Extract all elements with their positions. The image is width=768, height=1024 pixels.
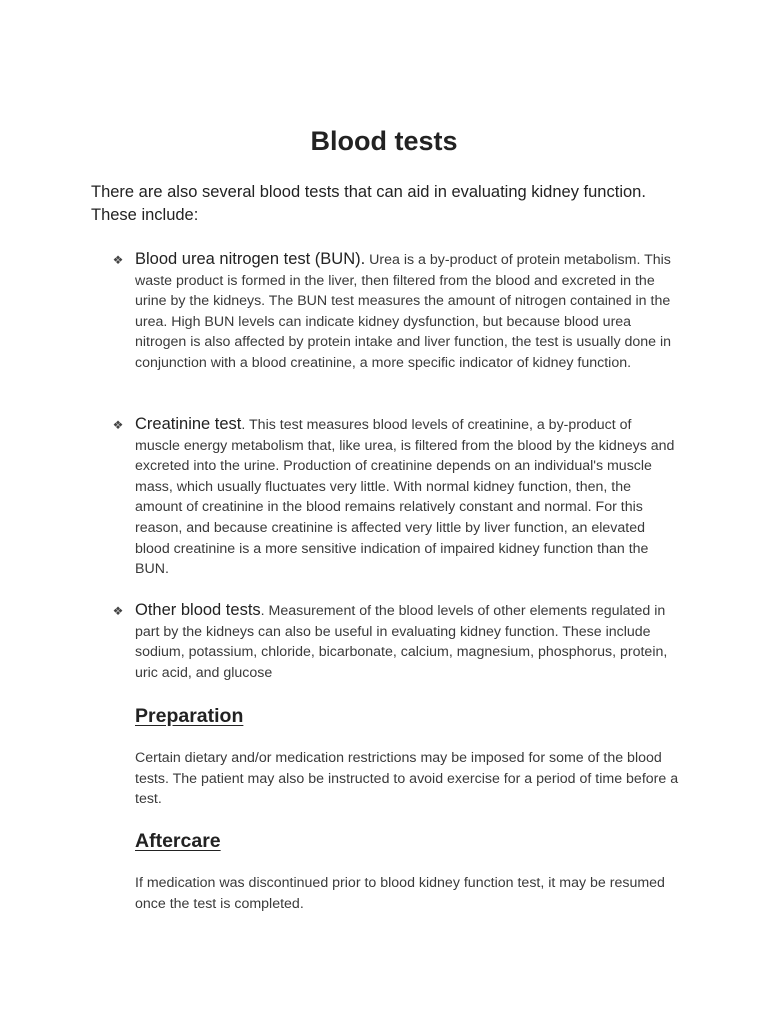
page-title: Blood tests — [310, 126, 458, 156]
bun-description: Urea is a by-product of protein metabolism. This waste product is formed in the liver, then filtered from the blood and excreted in the urine by the kidneys. The BUN test measures the amount of nitrogen contained in the urea. High BUN levels can indicate kidney dysfunction, but because blood urea nitrogen is also affected by protein intake and liver function, the test is usually done in conjunction with a blood creatinine, a more specific indicator of kidney function. — [135, 252, 672, 371]
bun-term: Blood urea nitrogen test (BUN). — [135, 250, 366, 268]
list-item-bun — [135, 249, 680, 374]
creatinine-term: Creatinine test — [135, 415, 242, 433]
bullet-diamond-icon: ❖ — [112, 604, 124, 618]
list-item-creatinine — [135, 414, 680, 580]
bullet-diamond-icon: ❖ — [112, 253, 124, 267]
aftercare-heading: Aftercare — [135, 830, 221, 852]
other-tests-description: . Measurement of the blood levels of other elements regulated in part by the kidneys can also be useful in evaluating kidney function. These include sodium, potassium, chloride, bicarbonate, calcium, magnesium, phosphorus, protein, uric acid, and glucose — [135, 603, 668, 681]
creatinine-description: . This test measures blood levels of creatinine, a by-product of muscle energy metabolism that, like urea, is filtered from the blood by the kidneys and excreted into the urine. Production of creatinine depends on an individual's muscle mass, which usually fluctuates very little. With normal kidney function, then, the amount of creatinine in the blood remains relatively constant and normal. For this reason, and because creatinine is affected very little by liver function, an elevated blood creatinine is a more sensitive indication of impaired kidney function than the BUN. — [135, 417, 675, 578]
other-tests-term: Other blood tests — [135, 601, 261, 619]
bullet-diamond-icon: ❖ — [112, 418, 124, 432]
intro-paragraph: There are also several blood tests that can aid in evaluating kidney function. These include: — [91, 183, 646, 224]
list-item-other-tests — [135, 600, 680, 683]
preparation-body: Certain dietary and/or medication restrictions may be imposed for some of the blood tests. The patient may also be instructed to avoid exercise for a period of time before a test. — [135, 750, 679, 808]
aftercare-body: If medication was discontinued prior to blood kidney function test, it may be resumed once the test is completed. — [135, 875, 665, 912]
preparation-heading: Preparation — [135, 705, 244, 727]
